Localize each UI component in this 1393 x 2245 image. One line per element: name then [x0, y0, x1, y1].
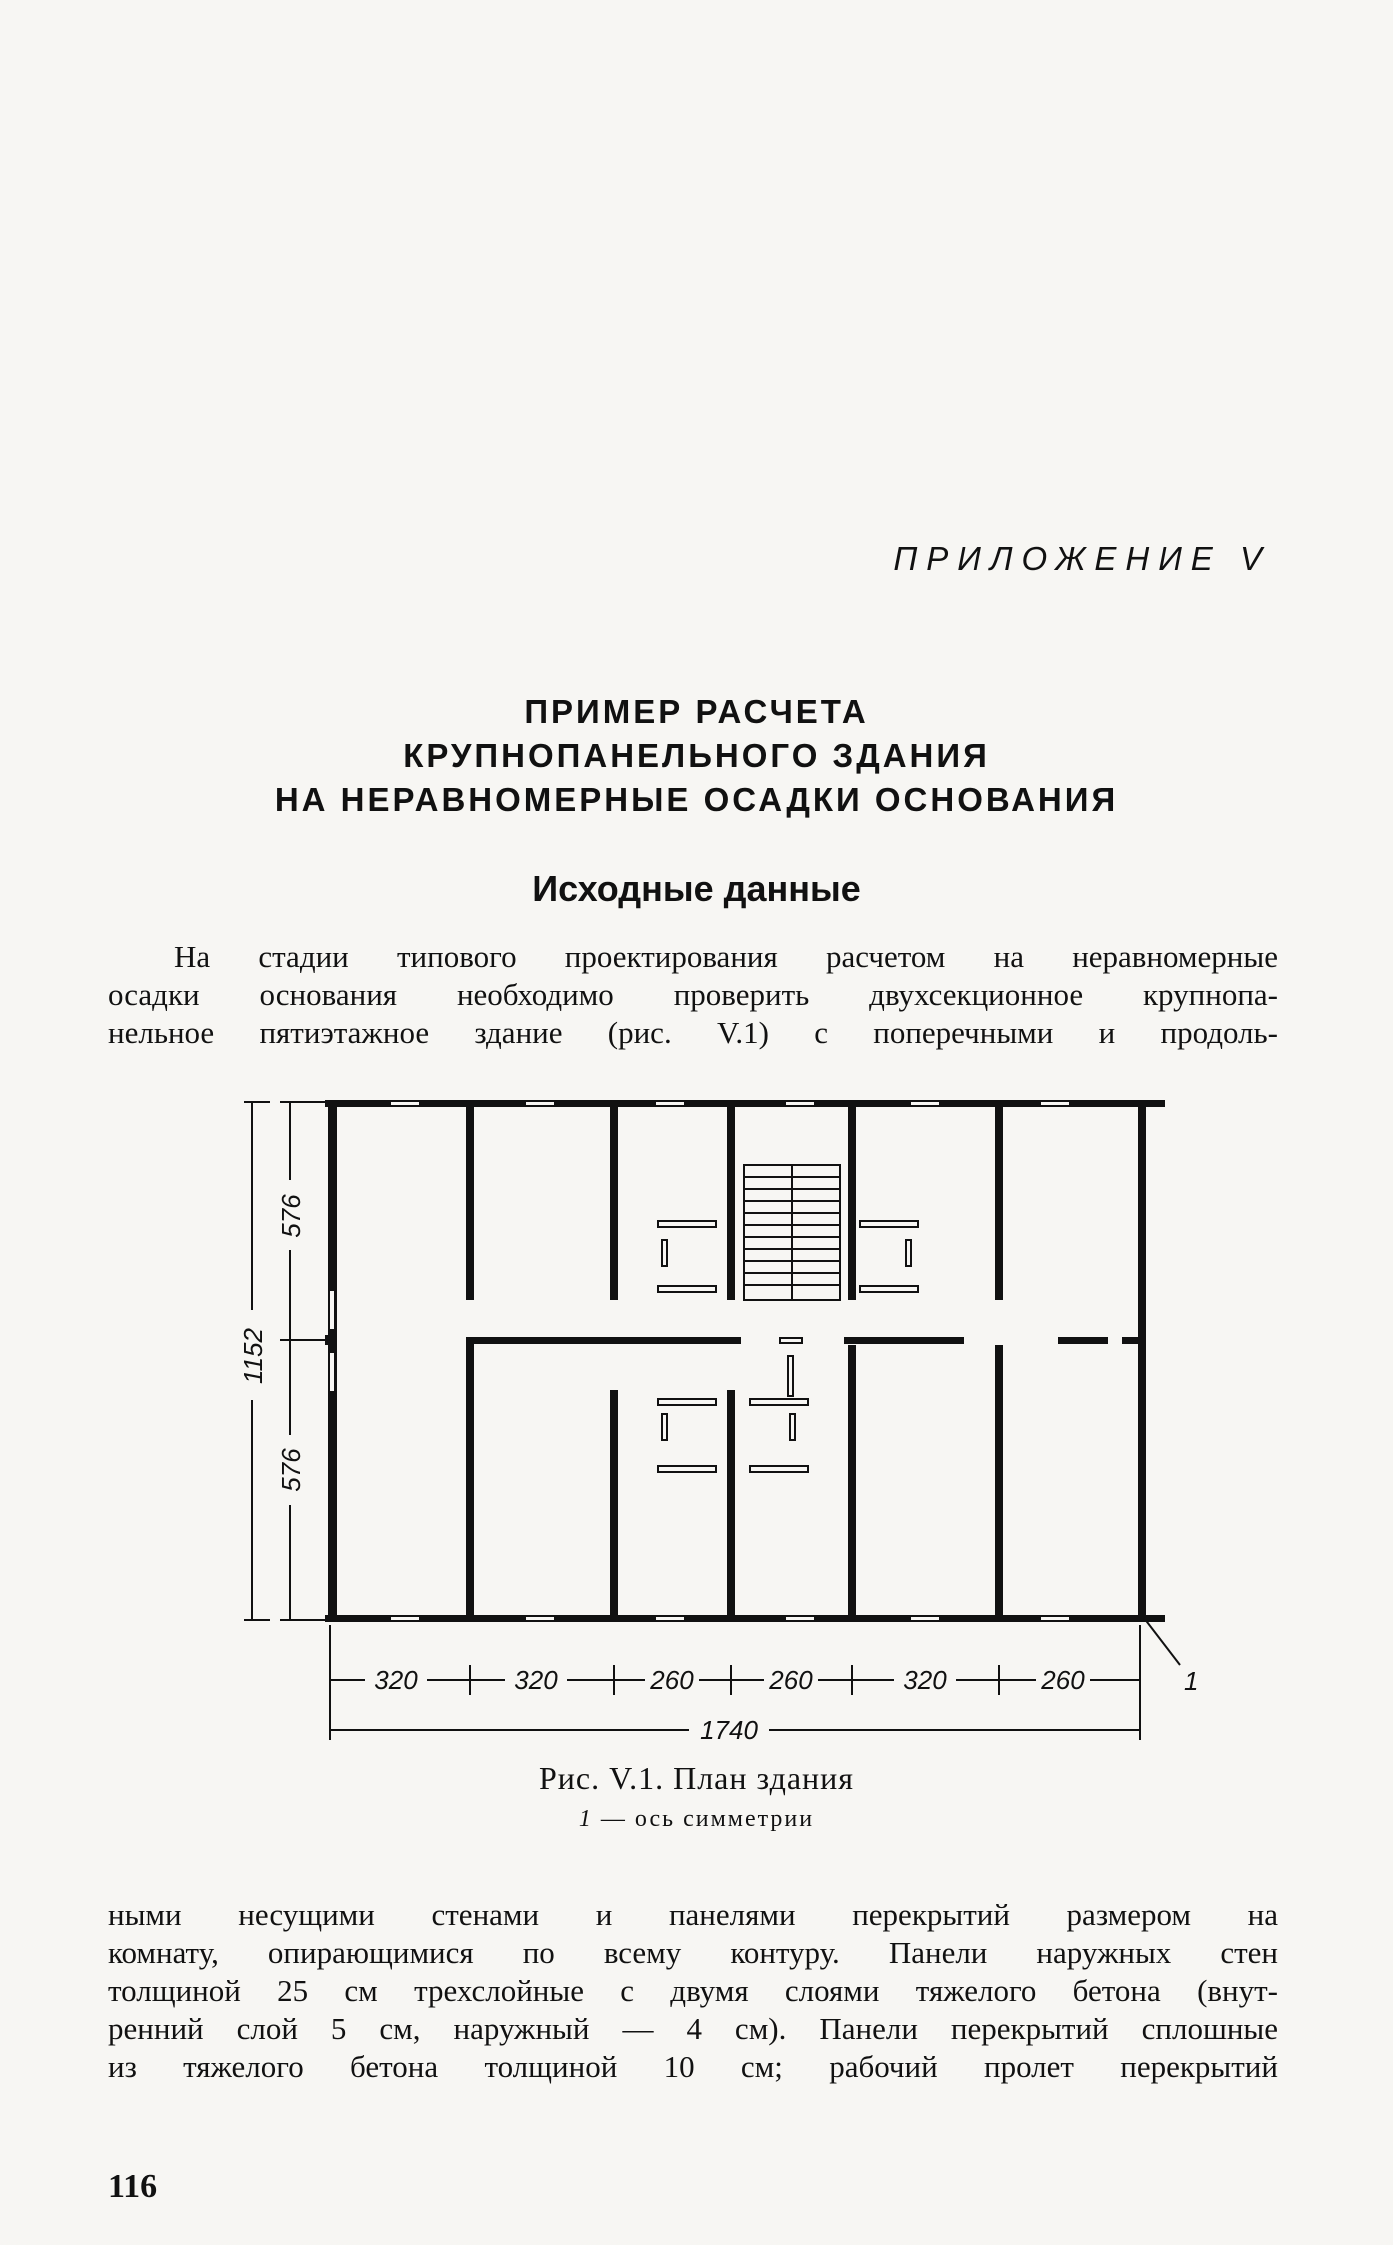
figure-legend [0, 1806, 1393, 1833]
dim-label: 1152 [238, 1328, 268, 1384]
legend-text: — ось симметрии [592, 1806, 815, 1832]
section-heading: Исходные данные [532, 868, 861, 909]
legend-number: 1 [578, 1806, 593, 1832]
paragraph-intro [108, 938, 1278, 1052]
text-line: толщиной 25 см трехслойные с двумя слоями тяжелого бетона (внут- [108, 1973, 1278, 2008]
panel-joints [329, 1101, 1070, 1621]
title-line: ПРИМЕР РАСЧЕТА [524, 693, 869, 730]
symmetry-axis [1144, 1618, 1180, 1665]
figure-caption: Рис. V.1. План здания [538, 1760, 855, 1796]
title-line: КРУПНОПАНЕЛЬНОГО ЗДАНИЯ [403, 737, 990, 774]
text-line: осадки основания необходимо проверить двухсекционное крупнопа- [108, 977, 1278, 1012]
text-line: нельное пятиэтажное здание (рис. V.1) с поперечными и продоль- [108, 1015, 1278, 1050]
paragraph-continued [108, 1896, 1278, 2086]
building-plan-figure [238, 1090, 1199, 1750]
text-line: ренний слой 5 см, наружный — 4 см). Панели перекрытий сплошные [108, 2011, 1278, 2046]
text-line: ными несущими стенами и панелями перекрытий размером на [108, 1897, 1278, 1932]
dimension-lines [244, 1102, 1140, 1740]
dim-label: 260 [769, 1665, 813, 1695]
total-dim-label: 1740 [700, 1715, 758, 1745]
dim-label: 320 [903, 1665, 947, 1695]
dim-label: 260 [650, 1665, 694, 1695]
staircase [744, 1165, 840, 1300]
appendix-label: ПРИЛОЖЕНИЕ V [893, 540, 1271, 577]
dim-label: 320 [514, 1665, 558, 1695]
text-line: из тяжелого бетона толщиной 10 см; рабочий пролет перекрытий [108, 2049, 1278, 2084]
page-number: 116 [108, 2168, 158, 2205]
dim-label: 320 [374, 1665, 418, 1695]
dim-label: 576 [276, 1448, 306, 1492]
dim-label: 260 [1041, 1665, 1085, 1695]
dimension-labels [238, 1180, 1198, 1745]
chapter-title [0, 690, 1393, 822]
text-line: комнату, опирающимися по всему контуру. Панели наружных стен [108, 1935, 1278, 1970]
dim-label: 576 [276, 1194, 306, 1238]
partition-panels [658, 1221, 918, 1472]
axis-marker: 1 [1184, 1666, 1199, 1696]
text-line: На стадии типового проектирования расчетом на неравномерные [174, 939, 1278, 974]
title-line: НА НЕРАВНОМЕРНЫЕ ОСАДКИ ОСНОВАНИЯ [274, 781, 1119, 818]
